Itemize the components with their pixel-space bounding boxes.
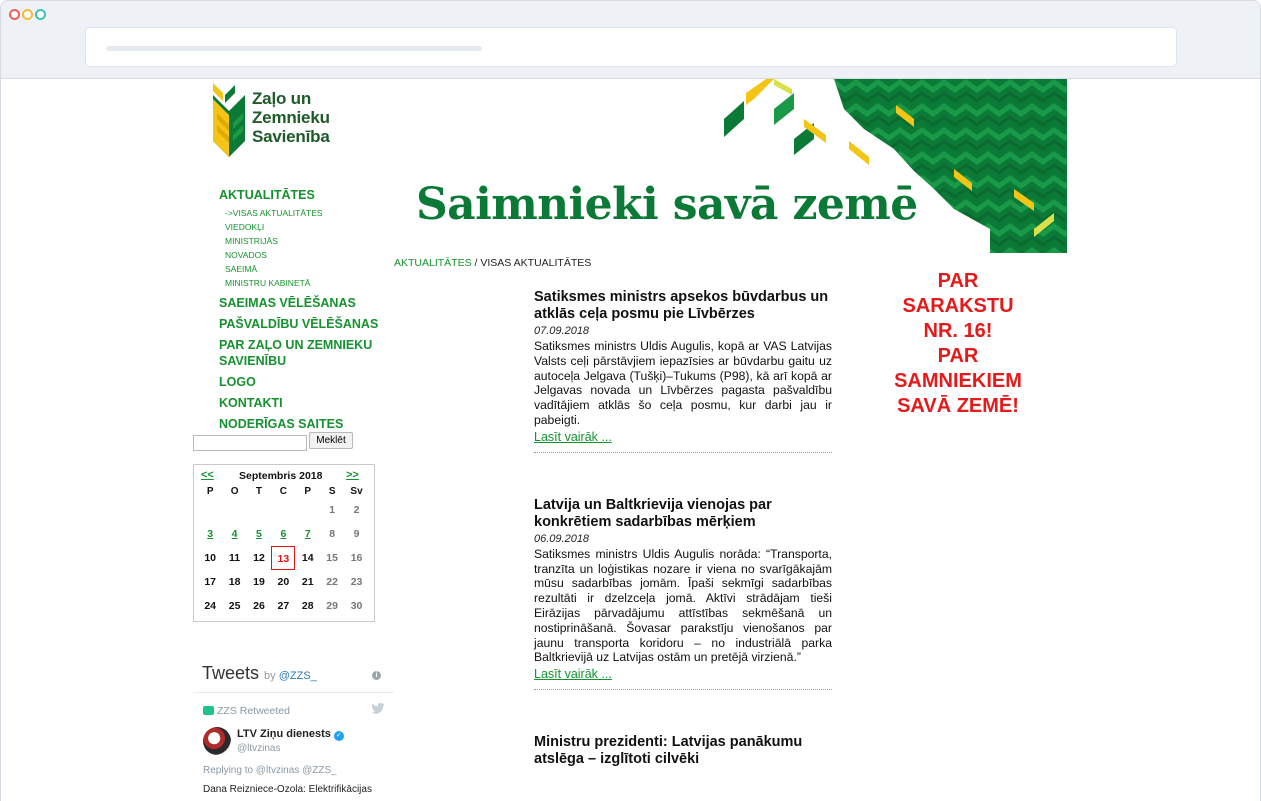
- info-icon[interactable]: i: [372, 671, 381, 680]
- article-body: Satiksmes ministrs Uldis Augulis, kopā ar VAS Latvijas Valsts ceļi pārstāvjiem iepazīsies ar būvdarbu gaitu uz autoceļa Jelgava (Tušķi)–Tukums (P98), kā arī kopā ar Jelgavas novada un Līvbērzes pagasta pašvaldību vadītājiem atklās šo ceļa posmu, kur darbi jau ir pabeigti.: [534, 339, 832, 427]
- calendar-day: [296, 546, 320, 570]
- nav-subitem[interactable]: SAEIMĀ: [225, 264, 258, 274]
- calendar-day: [344, 498, 368, 522]
- calendar-day: [344, 522, 368, 546]
- calendar-empty-cell: [198, 498, 222, 522]
- calendar-day-number: 25: [228, 600, 241, 612]
- logo-line: Zemnieku: [252, 108, 330, 127]
- twitter-bird-icon[interactable]: [371, 703, 385, 714]
- calendar-day-number: 14: [301, 552, 314, 564]
- calendar-day-number: 17: [204, 576, 217, 588]
- calendar-day: [222, 570, 246, 594]
- logo-line: Savienība: [252, 127, 330, 146]
- calendar-day: [198, 570, 222, 594]
- calendar-day-number: 27: [277, 600, 290, 612]
- promo-line: SAVĀ ZEMĒ!: [897, 395, 1019, 417]
- tweets-account-link[interactable]: @ZZS_: [278, 670, 317, 682]
- calendar-day-number: 22: [326, 576, 338, 588]
- calendar-day: [247, 594, 271, 618]
- calendar-day: [320, 570, 344, 594]
- divider: [193, 692, 394, 693]
- calendar-day: [198, 594, 222, 618]
- calendar-weekday: C: [279, 485, 287, 497]
- web-page: [1, 79, 1260, 801]
- header-banner: [394, 79, 1067, 253]
- nav-subitem[interactable]: ->VISAS AKTUALITĀTES: [225, 208, 323, 218]
- calendar-month-title: Septembris 2018: [239, 470, 323, 482]
- nav-item[interactable]: AKTUALITĀTES: [219, 188, 315, 202]
- calendar-day: [222, 546, 246, 570]
- calendar-weekday: S: [328, 485, 336, 497]
- nav-item[interactable]: KONTAKTI: [219, 396, 283, 410]
- nav-item[interactable]: PAŠVALDĪBU VĒLĒŠANAS: [219, 317, 379, 331]
- article-item: [534, 734, 832, 768]
- calendar-day: [320, 546, 344, 570]
- calendar-day-number: 11: [229, 552, 241, 564]
- tweet-replying-to: Replying to @ltvzinas @ZZS_: [203, 765, 337, 776]
- tweets-heading: Tweets: [202, 663, 260, 683]
- calendar-empty-cell: [271, 498, 295, 522]
- promo-line: NR. 16!: [923, 320, 993, 342]
- logo-line: Zaļo un: [252, 89, 312, 108]
- article-date: 06.09.2018: [534, 532, 590, 545]
- browser-chrome: [0, 0, 1261, 79]
- tweet-author-handle[interactable]: @ltvzinas: [237, 743, 281, 754]
- calendar-day-number: 1: [329, 504, 336, 516]
- nav-item[interactable]: NODERĪGAS SAITES: [219, 417, 344, 431]
- calendar-day-number: 21: [301, 576, 314, 588]
- calendar-day-number: 8: [329, 528, 336, 540]
- calendar-day-number[interactable]: 6: [280, 528, 287, 540]
- article-body: Satiksmes ministrs Uldis Augulis norāda: “Transporta, tranzīta un loģistikas nozare ir viena no svarīgākajām mūsu sadarbības jomām. Īpaši sekmīgi sadarbības rezultāti ir dzelzceļa jomā. Aktīvi strādājam tieši Eirāzijas pārvadājumu attīstības sekmēšanā un nostiprināšanā. Šovasar parakstīju vienošanos par jaunu transporta koridoru – no industriālā parka Baltkrievijā uz Latvijas ostām un pretējā virzienā.”: [534, 546, 832, 665]
- calendar-day-number: 26: [253, 600, 265, 612]
- maximize-window-icon[interactable]: [35, 9, 46, 20]
- chevron-logo-icon: [213, 83, 247, 159]
- article-list: [534, 289, 832, 768]
- article-divider: [534, 689, 832, 690]
- calendar-weekday: P: [206, 485, 214, 497]
- promo-line: SARAKSTU: [902, 295, 1014, 317]
- retweet-label: [203, 705, 290, 717]
- nav-item[interactable]: LOGO: [219, 375, 256, 389]
- calendar-day[interactable]: [198, 522, 222, 546]
- read-more-link[interactable]: Lasīt vairāk ...: [534, 429, 612, 444]
- nav-item[interactable]: PAR ZAĻO UN ZEMNIEKU SAVIENĪBU: [219, 338, 373, 368]
- promo-line: PAR: [937, 345, 979, 367]
- nav-item[interactable]: SAEIMAS VĒLĒŠANAS: [219, 296, 356, 310]
- article-date: 07.09.2018: [534, 325, 590, 337]
- calendar-weekday: Sv: [350, 485, 363, 497]
- tweet-author-label: LTV Ziņu dienests: [237, 728, 331, 740]
- nav-subitem[interactable]: VIEDOKĻI: [225, 222, 265, 232]
- calendar-day: [247, 546, 271, 570]
- calendar-weekday: P: [304, 485, 312, 497]
- read-more-link[interactable]: Lasīt vairāk ...: [534, 667, 612, 682]
- minimize-window-icon[interactable]: [22, 9, 33, 20]
- calendar-day[interactable]: [222, 522, 246, 546]
- calendar-day: [198, 546, 222, 570]
- calendar-day-number: 9: [353, 528, 360, 540]
- search-button[interactable]: Meklēt: [309, 432, 353, 449]
- calendar-day: [271, 546, 295, 570]
- calendar-empty-cell: [222, 498, 246, 522]
- calendar-day-number: 24: [204, 600, 217, 612]
- site-logo[interactable]: [213, 83, 330, 164]
- nav-subitem[interactable]: NOVADOS: [225, 250, 267, 260]
- tweets-by: [264, 670, 317, 682]
- calendar-day-number[interactable]: 3: [207, 528, 214, 540]
- calendar-day-number: 15: [326, 552, 338, 564]
- breadcrumb-current: VISAS AKTUALITĀTES: [480, 257, 592, 269]
- tweets-by-label: by: [264, 670, 276, 682]
- calendar-day: [344, 570, 368, 594]
- calendar-day-number[interactable]: 4: [231, 528, 238, 540]
- calendar-next-month-button[interactable]: >>: [346, 469, 359, 481]
- verified-badge-icon: ✓: [334, 731, 344, 741]
- calendar-day[interactable]: [247, 522, 271, 546]
- calendar-weekday: T: [255, 485, 263, 497]
- nav-subitem[interactable]: MINISTRU KABINETĀ: [225, 278, 311, 288]
- calendar-day-number: 29: [326, 600, 338, 612]
- calendar-day-number: 20: [277, 576, 290, 588]
- calendar-day: [296, 570, 320, 594]
- address-placeholder: [106, 46, 482, 51]
- calendar-day: [296, 594, 320, 618]
- article-title[interactable]: Ministru prezidenti: Latvijas panākumu atslēga – izglītoti cilvēki: [534, 734, 803, 768]
- calendar-grid: [198, 484, 369, 618]
- calendar-widget: [193, 464, 375, 622]
- calendar-prev-month-button[interactable]: <<: [201, 469, 214, 481]
- calendar-empty-cell: [296, 498, 320, 522]
- calendar-day: [271, 570, 295, 594]
- retweet-icon: [203, 706, 214, 715]
- avatar[interactable]: [203, 727, 231, 755]
- calendar-day: [344, 546, 368, 570]
- calendar-day: [344, 594, 368, 618]
- calendar-day-number: 23: [350, 576, 363, 588]
- article-divider: [534, 452, 832, 453]
- promo-text: [876, 269, 1040, 419]
- calendar-day-number[interactable]: 5: [256, 528, 262, 540]
- article-item: [534, 289, 832, 453]
- search-input[interactable]: [193, 435, 307, 451]
- calendar-day: [247, 570, 271, 594]
- calendar-day-number: 12: [253, 552, 265, 564]
- promo-line: PAR: [937, 270, 979, 292]
- calendar-day-number: 28: [301, 600, 314, 612]
- calendar-day: [320, 522, 344, 546]
- logo-text: [252, 89, 330, 146]
- article-item: [534, 497, 832, 690]
- calendar-day-number: 19: [253, 576, 265, 588]
- close-window-icon[interactable]: [9, 9, 20, 20]
- twitter-timeline: [193, 655, 394, 801]
- search-form: [193, 432, 346, 451]
- calendar-day[interactable]: [296, 522, 320, 546]
- tweets-title: [202, 663, 317, 684]
- calendar-day-number: 30: [350, 600, 363, 612]
- breadcrumb: [394, 257, 591, 269]
- calendar-empty-cell: [247, 498, 271, 522]
- calendar-day[interactable]: [271, 522, 295, 546]
- breadcrumb-parent-link[interactable]: AKTUALITĀTES: [394, 257, 472, 269]
- breadcrumb-separator: /: [471, 257, 481, 269]
- calendar-header: [194, 469, 374, 483]
- main-navigation: [219, 187, 395, 432]
- address-bar[interactable]: [85, 27, 1177, 67]
- calendar-day: [222, 594, 246, 618]
- retweet-text: ZZS Retweeted: [217, 705, 290, 717]
- promo-line: SAMNIEKIEM: [894, 370, 1022, 392]
- article-title[interactable]: Satiksmes ministrs apsekos būvdarbus un atklās ceļa posmu pie Līvbērzes: [534, 289, 829, 322]
- calendar-day: [320, 498, 344, 522]
- tweet-text: Dana Reizniece-Ozola: Elektrifikācijas: [203, 784, 372, 795]
- calendar-day-number: 16: [350, 552, 363, 564]
- slogan: Saimnieki savā zemē: [416, 179, 918, 230]
- tweet-author-name[interactable]: [237, 728, 344, 741]
- calendar-day-number[interactable]: 7: [304, 528, 311, 540]
- calendar-today: 13: [271, 546, 295, 570]
- calendar-day: [271, 594, 295, 618]
- article-title[interactable]: Latvija un Baltkrievija vienojas par konkrētiem sadarbības mērķiem: [534, 496, 772, 530]
- nav-subitem[interactable]: MINISTRIJĀS: [225, 236, 278, 246]
- calendar-day: [320, 594, 344, 618]
- calendar-day-number: 18: [228, 576, 241, 588]
- calendar-day-number: 2: [353, 504, 360, 516]
- calendar-weekday: O: [230, 485, 239, 497]
- calendar-day-number: 10: [204, 552, 217, 564]
